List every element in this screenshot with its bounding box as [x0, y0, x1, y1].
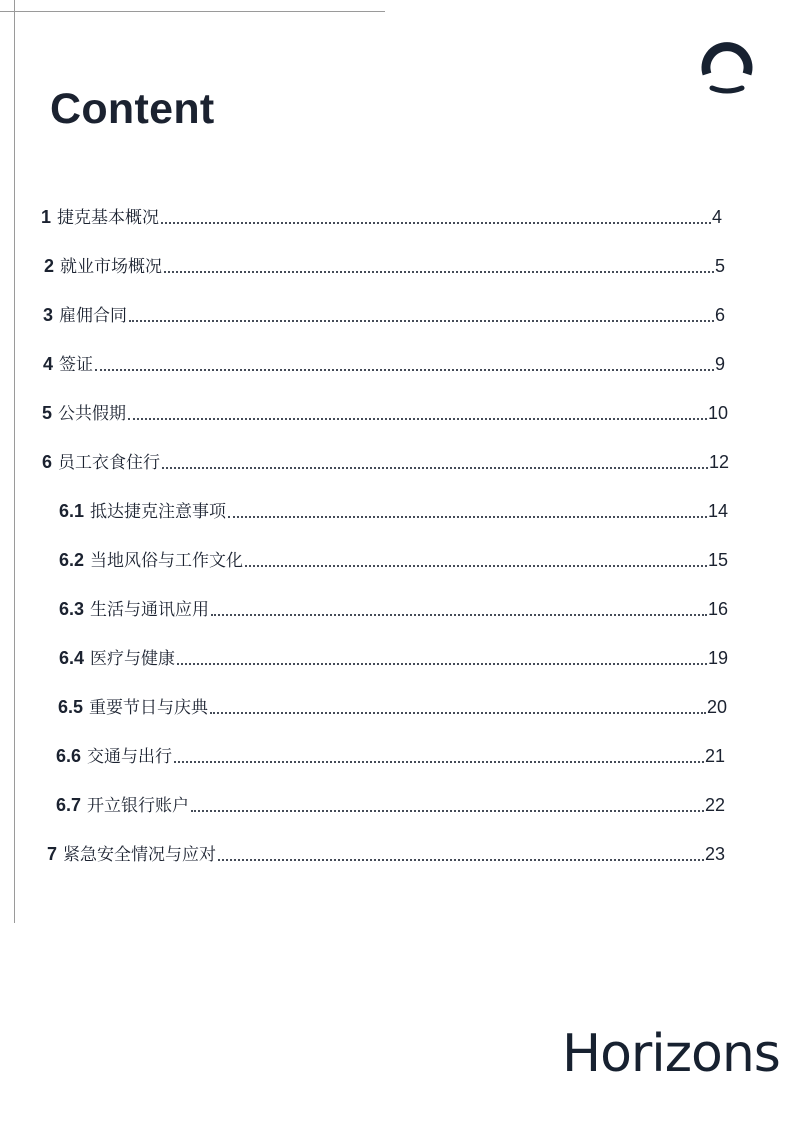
- dot-leader: [174, 761, 704, 763]
- toc-entry-label: 就业市场概况: [60, 257, 163, 277]
- toc-entry-label: 抵达捷克注意事项: [90, 502, 227, 522]
- dot-leader: [191, 810, 704, 812]
- toc-entry[interactable]: [59, 646, 728, 670]
- toc-entry-number: 6.1: [59, 501, 85, 521]
- dot-leader: [218, 859, 704, 861]
- toc-entry-label: 医疗与健康: [90, 649, 176, 669]
- dot-leader: [177, 663, 707, 665]
- toc-entry-page: 15: [707, 550, 728, 570]
- toc-entry-number: 3: [43, 305, 54, 325]
- toc-entry-label: 签证: [59, 355, 94, 375]
- toc-entry-page: 5: [714, 256, 725, 276]
- dot-leader: [228, 516, 707, 518]
- dot-leader: [95, 369, 714, 371]
- toc-entry-page: 19: [707, 648, 728, 668]
- toc-entry-page: 9: [714, 354, 725, 374]
- toc-entry-page: 22: [704, 795, 725, 815]
- toc-entry[interactable]: [43, 352, 725, 376]
- dot-leader: [128, 418, 707, 420]
- toc-entry-label: 重要节日与庆典: [89, 698, 209, 718]
- toc-entry-page: 10: [707, 403, 728, 423]
- toc-entry[interactable]: [56, 793, 725, 817]
- toc-entry[interactable]: [44, 254, 725, 278]
- toc-entry-page: 21: [704, 746, 725, 766]
- dot-leader: [210, 712, 706, 714]
- toc-entry-label: 捷克基本概况: [57, 208, 160, 228]
- toc-entry-number: 6.2: [59, 550, 85, 570]
- toc-entry-label: 当地风俗与工作文化: [90, 551, 244, 571]
- dot-leader: [129, 320, 714, 322]
- toc-entry-page: 6: [714, 305, 725, 325]
- page-title: Content: [50, 85, 215, 133]
- toc-entry-label: 雇佣合同: [59, 306, 128, 326]
- toc-entry-number: 6.3: [59, 599, 85, 619]
- toc-entry[interactable]: [59, 499, 728, 523]
- toc-entry[interactable]: [41, 205, 722, 229]
- toc-entry-number: 6.5: [58, 697, 84, 717]
- brand-wordmark: Horizons: [562, 1024, 780, 1084]
- dot-leader: [161, 222, 711, 224]
- toc-entry-label: 开立银行账户: [87, 796, 190, 816]
- toc-entry[interactable]: [56, 744, 725, 768]
- toc-entry-number: 6: [42, 452, 53, 472]
- toc-entry-label: 交通与出行: [87, 747, 173, 767]
- toc-entry-number: 6.7: [56, 795, 82, 815]
- toc-entry[interactable]: [42, 450, 729, 474]
- toc-entry-page: 16: [707, 599, 728, 619]
- toc-entry[interactable]: [58, 695, 727, 719]
- toc-entry-number: 6.6: [56, 746, 82, 766]
- toc-entry-number: 7: [47, 844, 58, 864]
- toc-entry-number: 5: [42, 403, 53, 423]
- toc-entry-label: 生活与通讯应用: [90, 600, 210, 620]
- toc-entry-label: 公共假期: [58, 404, 127, 424]
- toc-entry-page: 20: [706, 697, 727, 717]
- toc-entry[interactable]: [47, 842, 725, 866]
- dot-leader: [162, 467, 708, 469]
- toc-entry[interactable]: [59, 597, 728, 621]
- toc-entry[interactable]: [42, 401, 728, 425]
- dot-leader: [211, 614, 707, 616]
- toc-entry[interactable]: [43, 303, 725, 327]
- toc-entry-label: 员工衣食住行: [58, 453, 161, 473]
- toc-entry-number: 4: [43, 354, 54, 374]
- toc-entry-page: 23: [704, 844, 725, 864]
- toc-entry-page: 12: [708, 452, 729, 472]
- toc-entry-number: 6.4: [59, 648, 85, 668]
- toc-entry-label: 紧急安全情况与应对: [63, 845, 217, 865]
- toc-entry[interactable]: [59, 548, 728, 572]
- toc-entry-page: 14: [707, 501, 728, 521]
- toc-entry-page: 4: [711, 207, 722, 227]
- toc-entry-number: 2: [44, 256, 55, 276]
- toc-entry-number: 1: [41, 207, 52, 227]
- dot-leader: [245, 565, 707, 567]
- dot-leader: [164, 271, 714, 273]
